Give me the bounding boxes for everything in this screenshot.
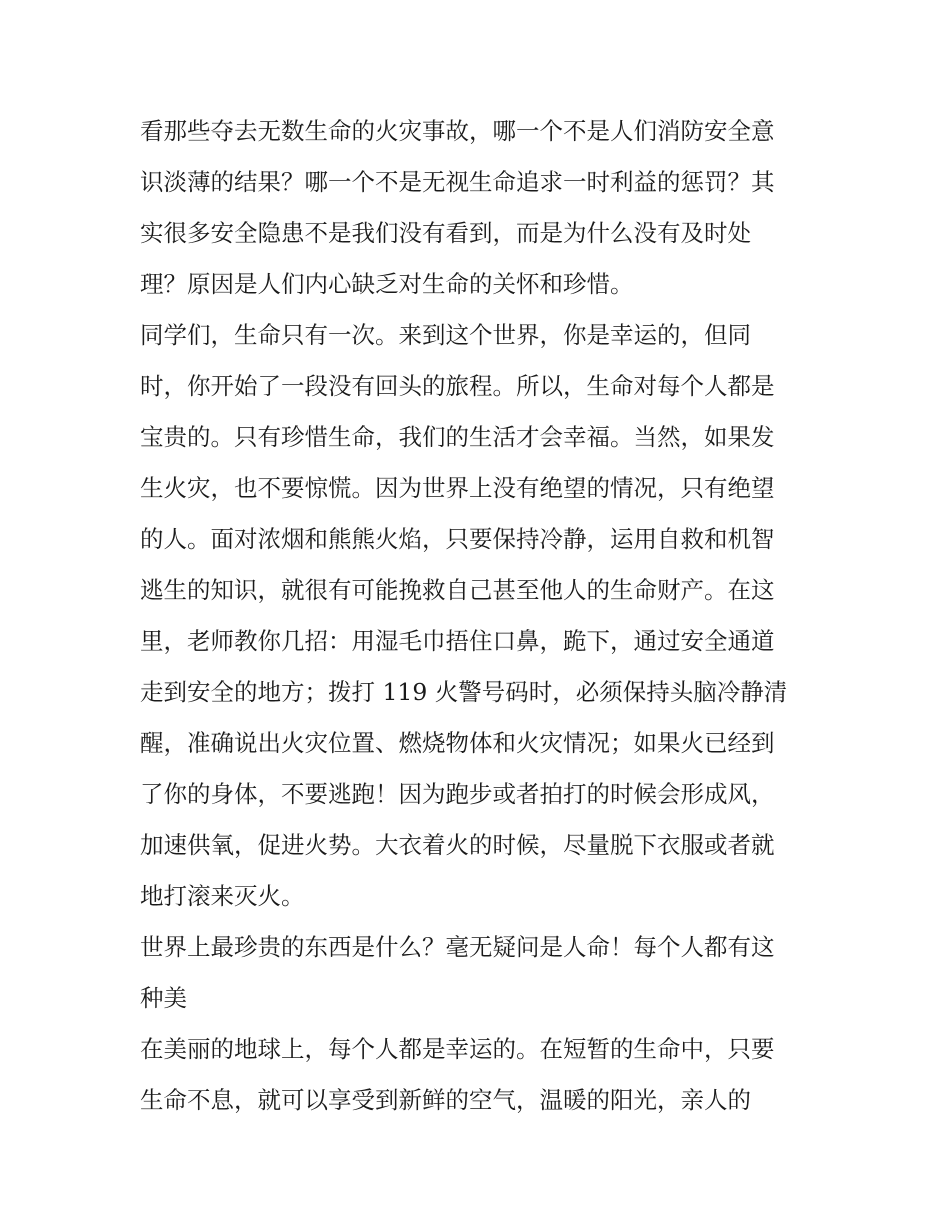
text-line: 的人。面对浓烟和熊熊火焰，只要保持冷静，运用自救和机智 [140, 525, 775, 553]
text-line: 同学们，生命只有一次。来到这个世界，你是幸运的，但同 [140, 321, 751, 349]
text-line: 里，老师教你几招：用湿毛巾捂住口鼻，跪下，通过安全通道 [140, 627, 775, 655]
text-line: 实很多安全隐患不是我们没有看到，而是为什么没有及时处 [140, 219, 751, 247]
text-line: 宝贵的。只有珍惜生命，我们的生活才会幸福。当然，如果发 [140, 423, 775, 451]
text-line: 生火灾，也不要惊慌。因为世界上没有绝望的情况，只有绝望 [140, 474, 775, 502]
text-line: 时，你开始了一段没有回头的旅程。所以，生命对每个人都是 [140, 372, 775, 400]
text-line: 逃生的知识，就很有可能挽救自己甚至他人的生命财产。在这 [140, 576, 775, 604]
text-line: 醒，准确说出火灾位置、燃烧物体和火灾情况；如果火已经到 [140, 729, 775, 757]
text-line: 识淡薄的结果？哪一个不是无视生命追求一时利益的惩罚？其 [140, 168, 775, 196]
text-line: 世界上最珍贵的东西是什么？毫无疑问是人命！每个人都有这 [140, 933, 775, 961]
text-line: 走到安全的地方；拨打 119 火警号码时，必须保持头脑冷静清 [140, 678, 788, 706]
text-line: 了你的身体，不要逃跑！因为跑步或者拍打的时候会形成风， [140, 780, 775, 808]
text-line: 地打滚来灭火。 [140, 882, 305, 910]
text-line: 看那些夺去无数生命的火灾事故，哪一个不是人们消防安全意 [140, 117, 775, 145]
text-line: 加速供氧，促进火势。大衣着火的时候，尽量脱下衣服或者就 [140, 831, 775, 859]
body-text [140, 106, 820, 1126]
text-line: 生命不息，就可以享受到新鲜的空气，温暖的阳光，亲人的 [140, 1086, 751, 1114]
text-line: 种美 [140, 984, 187, 1012]
text-line: 理？原因是人们内心缺乏对生命的关怀和珍惜。 [140, 270, 634, 298]
text-line: 在美丽的地球上，每个人都是幸运的。在短暂的生命中，只要 [140, 1035, 775, 1063]
